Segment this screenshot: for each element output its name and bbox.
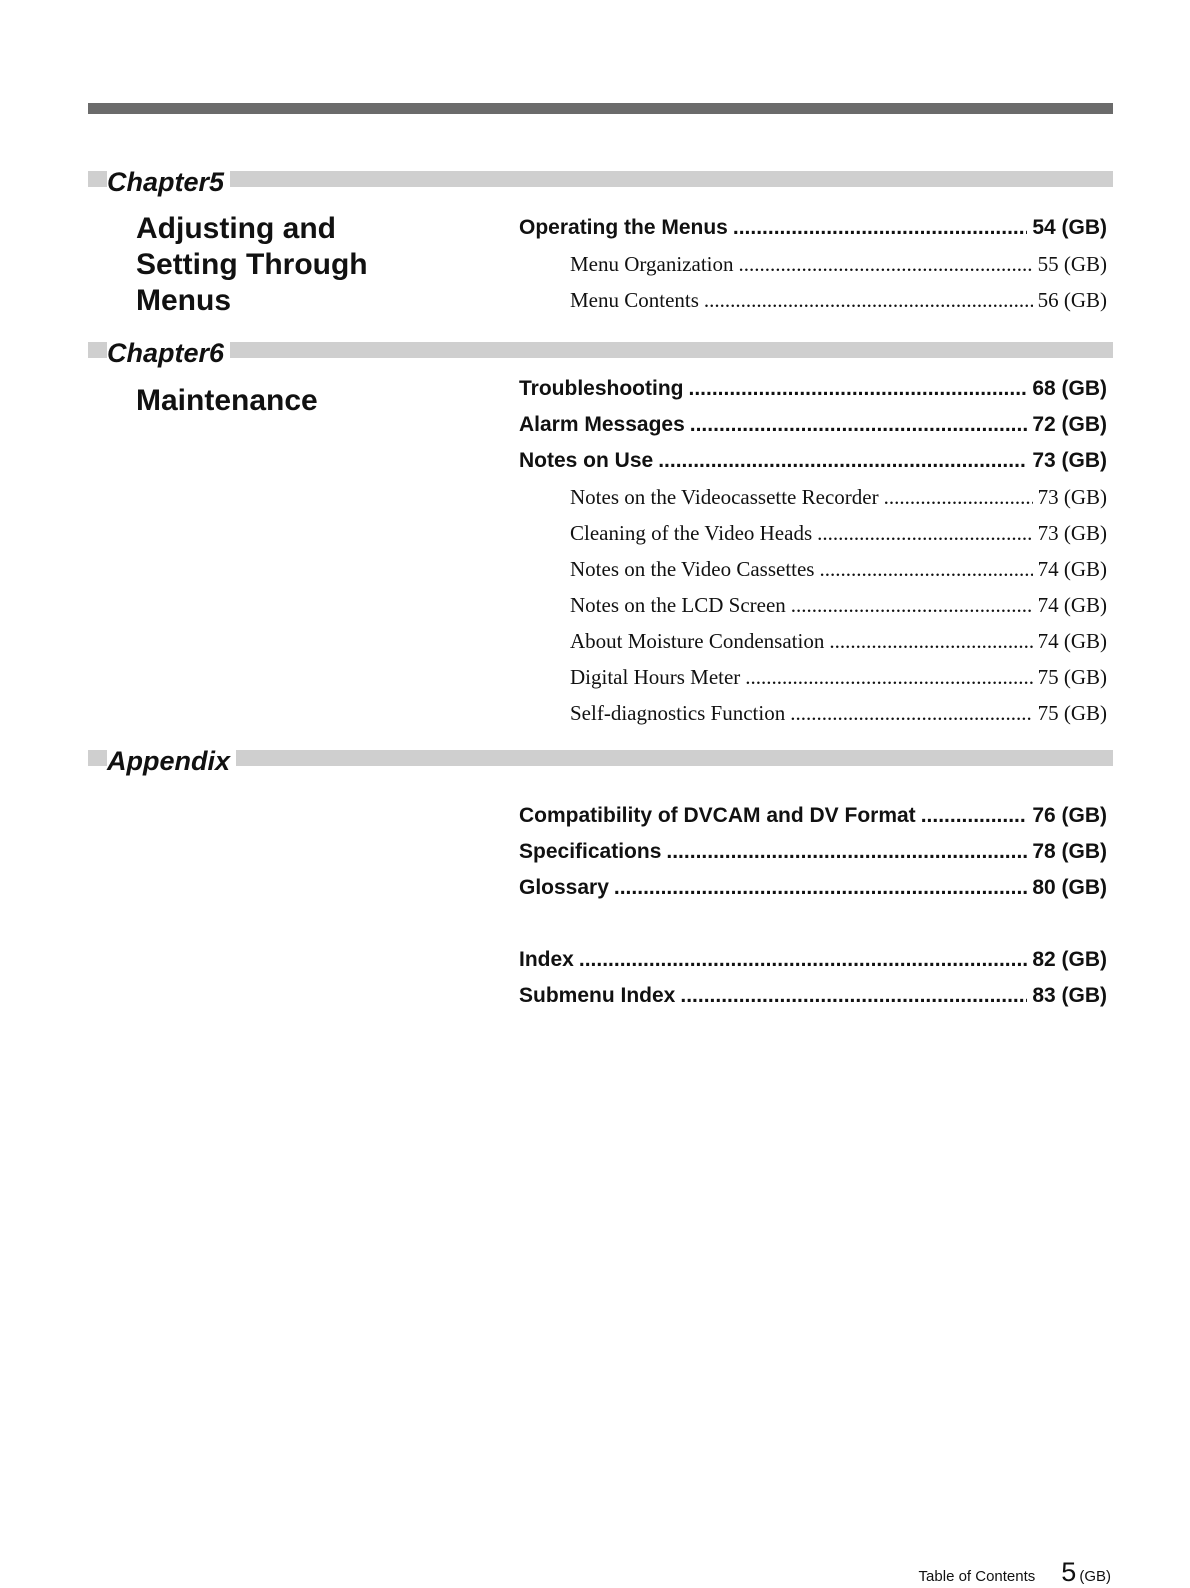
chapter5-label: Chapter5 — [107, 167, 230, 197]
toc-entry-page: 72 (GB) — [1032, 413, 1107, 436]
chapter6-label: Chapter6 — [107, 338, 230, 368]
dot-leader — [666, 840, 1027, 864]
toc-entry-moisture-condensation[interactable] — [570, 629, 1107, 654]
toc-entry-title: Self-diagnostics Function — [570, 701, 786, 725]
header-rule — [88, 103, 1113, 114]
chapter5-title-line-1: Adjusting and — [136, 212, 336, 245]
toc-entry-title: Notes on the LCD Screen — [570, 593, 786, 617]
dot-leader — [829, 629, 1032, 654]
toc-entry-glossary[interactable] — [519, 876, 1107, 900]
toc-entry-title: Alarm Messages — [519, 413, 685, 436]
toc-entry-page: 73 (GB) — [1032, 449, 1107, 472]
appendix-bar — [88, 750, 1113, 766]
toc-entry-page: 54 (GB) — [1032, 216, 1107, 239]
chapter5-title-line-2: Setting Through — [136, 248, 368, 281]
toc-entry-title: Notes on the Videocassette Recorder — [570, 485, 879, 509]
dot-leader — [658, 449, 1027, 473]
toc-entry-specifications[interactable] — [519, 840, 1107, 864]
toc-entry-page: 55 (GB) — [1037, 252, 1107, 276]
footer-page-number: 5 — [1061, 1557, 1077, 1587]
toc-entry-cleaning-video-heads[interactable] — [570, 521, 1107, 546]
toc-entry-page: 75 (GB) — [1037, 701, 1107, 725]
toc-entry-troubleshooting[interactable] — [519, 377, 1107, 401]
dot-leader — [733, 216, 1027, 240]
toc-entry-title: Notes on the Video Cassettes — [570, 557, 815, 581]
dot-leader — [579, 948, 1027, 972]
toc-entry-page: 82 (GB) — [1032, 948, 1107, 971]
appendix-label: Appendix — [107, 746, 236, 776]
toc-entry-menu-organization[interactable] — [570, 252, 1107, 277]
toc-entry-title: Digital Hours Meter — [570, 665, 741, 689]
toc-entry-menu-contents[interactable] — [570, 288, 1107, 313]
toc-entry-title: Notes on Use — [519, 449, 654, 472]
dot-leader — [704, 288, 1033, 313]
toc-entry-title: Submenu Index — [519, 984, 676, 1007]
toc-entry-digital-hours-meter[interactable] — [570, 665, 1107, 690]
dot-leader — [614, 876, 1027, 900]
dot-leader — [739, 252, 1033, 277]
dot-leader — [688, 377, 1027, 401]
chapter6-title: Maintenance — [136, 384, 318, 417]
toc-entry-title: Cleaning of the Video Heads — [570, 521, 813, 545]
dot-leader — [884, 485, 1033, 510]
chapter6-bar — [88, 342, 1113, 358]
chapter5-bar — [88, 171, 1113, 187]
toc-entry-operating-the-menus[interactable] — [519, 216, 1107, 240]
toc-entry-title: Specifications — [519, 840, 662, 863]
dot-leader — [690, 413, 1028, 437]
toc-entry-page: 74 (GB) — [1037, 593, 1107, 617]
toc-entry-page: 75 (GB) — [1037, 665, 1107, 689]
toc-entry-page: 73 (GB) — [1037, 485, 1107, 509]
toc-entry-title: Menu Contents — [570, 288, 699, 312]
toc-entry-submenu-index[interactable] — [519, 984, 1107, 1008]
toc-entry-index[interactable] — [519, 948, 1107, 972]
toc-entry-self-diagnostics[interactable] — [570, 701, 1107, 726]
dot-leader — [817, 521, 1032, 546]
footer-section-label: Table of Contents — [918, 1568, 1036, 1585]
toc-entry-alarm-messages[interactable] — [519, 413, 1107, 437]
dot-leader — [745, 665, 1032, 690]
toc-entry-video-cassettes[interactable] — [570, 557, 1107, 582]
toc-entry-title: Troubleshooting — [519, 377, 684, 400]
dot-leader — [791, 593, 1033, 618]
toc-entry-page: 83 (GB) — [1032, 984, 1107, 1007]
toc-entry-notes-on-use[interactable] — [519, 449, 1107, 473]
toc-entry-page: 80 (GB) — [1032, 876, 1107, 899]
toc-entry-lcd-screen[interactable] — [570, 593, 1107, 618]
page-footer — [919, 1557, 1111, 1588]
toc-entry-videocassette-recorder[interactable] — [570, 485, 1107, 510]
dot-leader — [680, 984, 1027, 1008]
toc-entry-page: 74 (GB) — [1037, 629, 1107, 653]
chapter5-title-line-3: Menus — [136, 284, 232, 317]
toc-entry-title: Glossary — [519, 876, 609, 899]
toc-entry-page: 56 (GB) — [1037, 288, 1107, 312]
toc-entry-page: 68 (GB) — [1032, 377, 1107, 400]
toc-entry-title: About Moisture Condensation — [570, 629, 825, 653]
toc-entry-page: 76 (GB) — [1032, 804, 1107, 827]
toc-entry-title: Menu Organization — [570, 252, 734, 276]
toc-entry-page: 74 (GB) — [1037, 557, 1107, 581]
toc-entry-page: 73 (GB) — [1037, 521, 1107, 545]
footer-page-suffix: (GB) — [1079, 1568, 1111, 1585]
toc-entry-compatibility[interactable] — [519, 804, 1107, 828]
dot-leader — [819, 557, 1032, 582]
toc-entry-title: Index — [519, 948, 574, 971]
toc-entry-title: Compatibility of DVCAM and DV Format — [519, 804, 916, 827]
dot-leader — [921, 804, 1028, 828]
toc-entry-page: 78 (GB) — [1032, 840, 1107, 863]
dot-leader — [790, 701, 1032, 726]
toc-entry-title: Operating the Menus — [519, 216, 728, 239]
